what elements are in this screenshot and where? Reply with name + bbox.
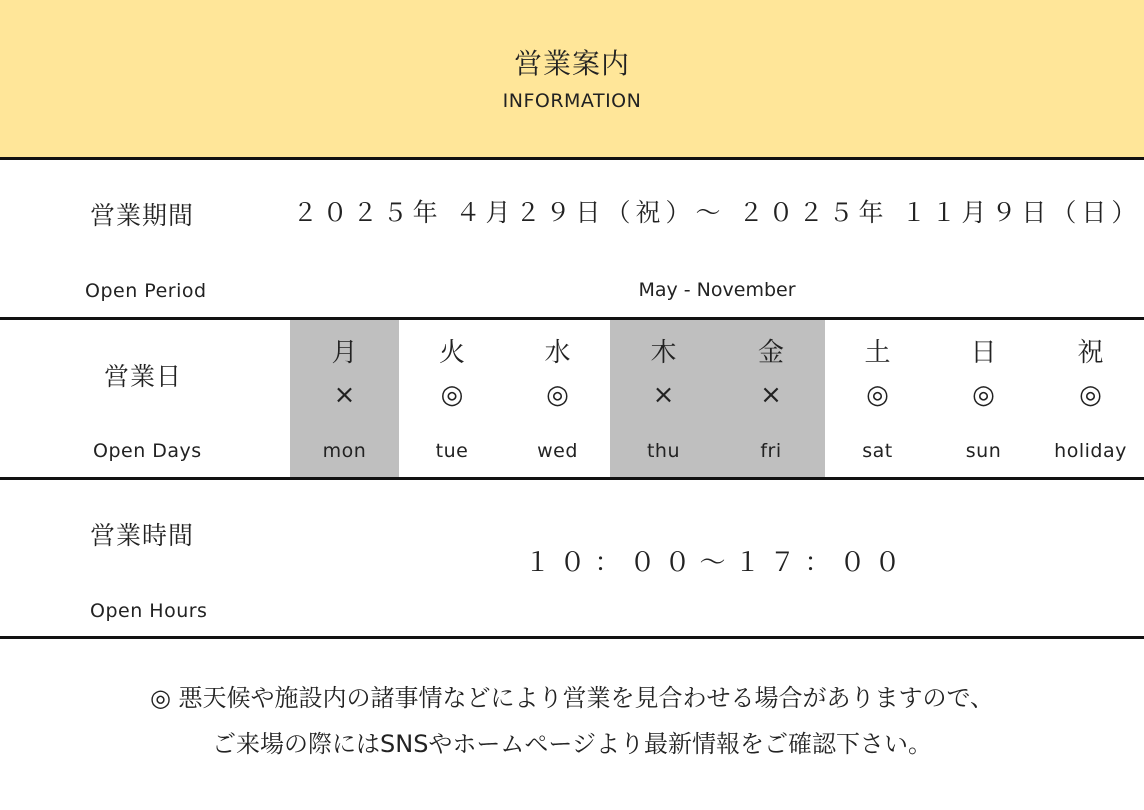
day-status-mark: × (652, 380, 675, 410)
day-name-jp: 日 (970, 338, 997, 368)
day-name-en: mon (322, 440, 367, 462)
day-column-wed (505, 320, 610, 477)
days-label-jp: 営業日 (104, 362, 183, 391)
period-value: ２０２５年 ４月２９日（祝）～ ２０２５年 １１月９日（日） (292, 198, 1142, 227)
day-name-en: sun (965, 440, 1002, 462)
period-months: May - November (638, 279, 796, 301)
day-name-jp: 月 (331, 338, 358, 368)
day-status-mark: × (333, 380, 356, 410)
hours-label-en: Open Hours (90, 600, 208, 622)
header-banner (0, 0, 1144, 160)
day-name-en: holiday (1054, 440, 1127, 462)
notice-line-1: ◎ 悪天候や施設内の諸事情などにより営業を見合わせる場合がありますので、 (149, 684, 995, 712)
day-column-sun (930, 320, 1037, 477)
days-label-en: Open Days (93, 440, 202, 462)
day-name-jp: 土 (864, 338, 891, 368)
divider-days (0, 477, 1144, 480)
day-name-jp: 水 (544, 338, 571, 368)
day-name-en: wed (537, 440, 578, 462)
day-status-mark: ◎ (546, 380, 569, 410)
page-subtitle: INFORMATION (502, 90, 642, 112)
day-name-jp: 金 (757, 338, 784, 368)
day-name-en: tue (435, 440, 469, 462)
day-status-mark: × (760, 380, 782, 410)
hours-label-jp: 営業時間 (90, 521, 195, 550)
day-name-en: thu (646, 440, 681, 462)
day-column-sat (825, 320, 930, 477)
day-column-fri (717, 320, 825, 477)
hours-value: １０：００～１７：００ (524, 548, 910, 578)
day-name-en: fri (760, 440, 782, 462)
day-name-jp: 木 (650, 338, 677, 368)
divider-hours (0, 636, 1144, 639)
day-status-mark: ◎ (972, 380, 995, 410)
page-title: 営業案内 (513, 47, 630, 80)
period-label-jp: 営業期間 (90, 201, 195, 230)
day-column-holiday (1037, 320, 1144, 477)
day-column-thu (610, 320, 717, 477)
day-name-jp: 火 (438, 338, 465, 368)
notice-line-2: ご来場の際にはSNSやホームページより最新情報をご確認下さい。 (212, 730, 932, 758)
day-status-mark: ◎ (1079, 380, 1102, 410)
day-column-tue (399, 320, 505, 477)
day-status-mark: ◎ (866, 380, 889, 410)
period-label-en: Open Period (85, 280, 207, 302)
day-name-en: sat (862, 440, 893, 462)
day-column-mon (290, 320, 399, 477)
day-status-mark: ◎ (440, 380, 464, 410)
day-name-jp: 祝 (1077, 338, 1104, 368)
